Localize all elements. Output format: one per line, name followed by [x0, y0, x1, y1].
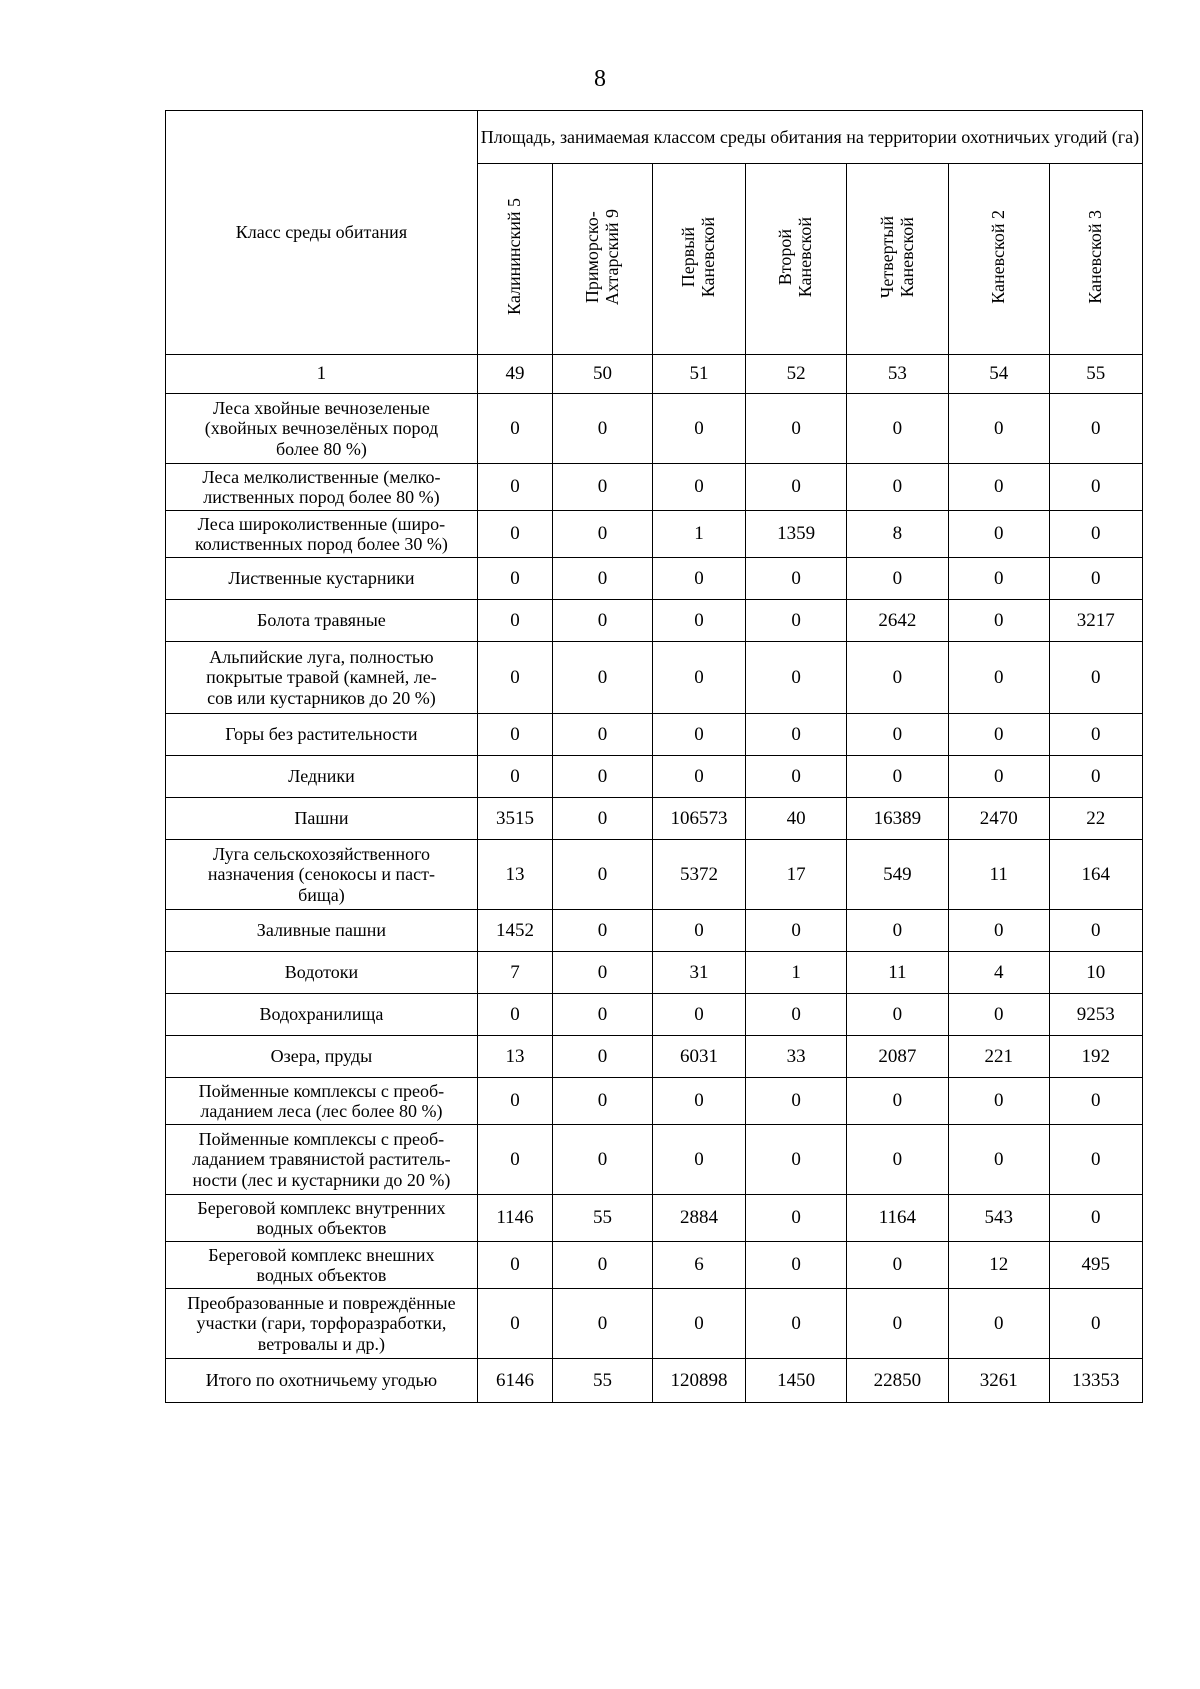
area-value: 12 — [948, 1242, 1049, 1289]
area-value: 13 — [477, 840, 552, 910]
area-value: 0 — [948, 558, 1049, 600]
table-row — [166, 910, 1143, 952]
area-value: 0 — [477, 642, 552, 714]
habitat-class-label: Леса хвойные вечнозеленые (хвойных вечнозелёных пород более 80 %) — [166, 394, 478, 464]
area-value: 0 — [1049, 714, 1142, 756]
area-value: 13 — [477, 1036, 552, 1078]
area-value: 0 — [652, 600, 745, 642]
area-value: 2087 — [846, 1036, 948, 1078]
area-value: 2884 — [652, 1195, 745, 1242]
area-value: 0 — [1049, 394, 1142, 464]
area-value: 192 — [1049, 1036, 1142, 1078]
column-header-label: Каневской 3 — [1084, 210, 1105, 304]
area-value: 0 — [477, 714, 552, 756]
area-value: 0 — [948, 464, 1049, 511]
area-value: 543 — [948, 1195, 1049, 1242]
table-row — [166, 1195, 1143, 1242]
area-value: 0 — [1049, 642, 1142, 714]
area-value: 0 — [553, 798, 653, 840]
table-row — [166, 798, 1143, 840]
area-value: 22 — [1049, 798, 1142, 840]
area-value: 1452 — [477, 910, 552, 952]
area-value: 17 — [746, 840, 847, 910]
area-value: 0 — [553, 756, 653, 798]
area-value: 0 — [652, 464, 745, 511]
area-value: 0 — [846, 1125, 948, 1195]
area-value: 0 — [477, 1078, 552, 1125]
area-value: 0 — [652, 642, 745, 714]
area-value: 0 — [553, 952, 653, 994]
area-value: 0 — [477, 1289, 552, 1359]
area-value: 0 — [846, 1289, 948, 1359]
column-header-label: Приморско- Ахтарский 9 — [581, 208, 622, 305]
area-value: 0 — [746, 1078, 847, 1125]
column-header — [477, 164, 552, 355]
area-value: 0 — [477, 464, 552, 511]
area-value: 0 — [846, 994, 948, 1036]
column-numbering-row — [166, 355, 1143, 394]
area-value: 0 — [553, 714, 653, 756]
column-header-label: Калининский 5 — [504, 198, 525, 316]
column-header — [553, 164, 653, 355]
area-value: 0 — [652, 910, 745, 952]
total-value: 22850 — [846, 1359, 948, 1403]
area-value: 7 — [477, 952, 552, 994]
area-value: 11 — [948, 840, 1049, 910]
area-value: 0 — [553, 994, 653, 1036]
area-value: 0 — [652, 994, 745, 1036]
habitat-class-label: Леса мелколиственные (мелко- лиственных пород более 80 %) — [166, 464, 478, 511]
area-value: 0 — [746, 1242, 847, 1289]
area-value: 0 — [746, 756, 847, 798]
area-value: 0 — [746, 642, 847, 714]
column-number: 49 — [477, 355, 552, 394]
area-value: 549 — [846, 840, 948, 910]
column-header — [846, 164, 948, 355]
column-number: 52 — [746, 355, 847, 394]
area-value: 221 — [948, 1036, 1049, 1078]
area-value: 0 — [948, 511, 1049, 558]
habitat-class-label: Горы без растительности — [166, 714, 478, 756]
habitat-area-table — [165, 110, 1143, 1403]
area-value: 1359 — [746, 511, 847, 558]
table-row — [166, 994, 1143, 1036]
area-value: 8 — [846, 511, 948, 558]
area-value: 0 — [948, 642, 1049, 714]
area-value: 0 — [553, 840, 653, 910]
area-value: 31 — [652, 952, 745, 994]
area-value: 0 — [1049, 464, 1142, 511]
total-row — [166, 1359, 1143, 1403]
column-header — [746, 164, 847, 355]
area-value: 0 — [746, 558, 847, 600]
table-row — [166, 642, 1143, 714]
area-value: 1 — [746, 952, 847, 994]
area-value: 0 — [846, 558, 948, 600]
area-value: 0 — [553, 910, 653, 952]
area-value: 0 — [1049, 558, 1142, 600]
area-value: 0 — [652, 714, 745, 756]
total-value: 6146 — [477, 1359, 552, 1403]
habitat-class-label: Озера, пруды — [166, 1036, 478, 1078]
area-value: 10 — [1049, 952, 1142, 994]
area-value: 0 — [1049, 756, 1142, 798]
area-value: 0 — [746, 1289, 847, 1359]
area-value: 16389 — [846, 798, 948, 840]
area-value: 0 — [1049, 1078, 1142, 1125]
area-value: 495 — [1049, 1242, 1142, 1289]
table-row — [166, 1125, 1143, 1195]
habitat-class-label: Преобразованные и повреждённые участки (гари, торфоразработки, ветровалы и др.) — [166, 1289, 478, 1359]
habitat-class-label: Пойменные комплексы с преоб- ладанием леса (лес более 80 %) — [166, 1078, 478, 1125]
table-row — [166, 1078, 1143, 1125]
table-row — [166, 840, 1143, 910]
habitat-class-label: Заливные пашни — [166, 910, 478, 952]
area-column-group-header: Площадь, занимаемая классом среды обитания на территории охотничьих угодий (га) — [477, 111, 1142, 164]
area-value: 0 — [746, 910, 847, 952]
area-value: 0 — [746, 1125, 847, 1195]
area-value: 0 — [746, 600, 847, 642]
area-value: 5372 — [652, 840, 745, 910]
table-row — [166, 756, 1143, 798]
area-value: 0 — [553, 1289, 653, 1359]
area-value: 0 — [477, 1125, 552, 1195]
habitat-class-label: Водотоки — [166, 952, 478, 994]
total-value: 120898 — [652, 1359, 745, 1403]
area-value: 0 — [477, 756, 552, 798]
table-row — [166, 558, 1143, 600]
area-value: 0 — [1049, 1289, 1142, 1359]
area-value: 0 — [846, 756, 948, 798]
column-number: 50 — [553, 355, 653, 394]
total-value: 1450 — [746, 1359, 847, 1403]
area-value: 0 — [1049, 910, 1142, 952]
table-row — [166, 952, 1143, 994]
habitat-class-label: Лиственные кустарники — [166, 558, 478, 600]
table-row — [166, 1036, 1143, 1078]
area-value: 0 — [948, 394, 1049, 464]
habitat-class-label: Ледники — [166, 756, 478, 798]
area-value: 6031 — [652, 1036, 745, 1078]
area-value: 9253 — [1049, 994, 1142, 1036]
area-value: 11 — [846, 952, 948, 994]
class-column-header: Класс среды обитания — [166, 111, 478, 355]
total-value: 13353 — [1049, 1359, 1142, 1403]
habitat-class-label: Болота травяные — [166, 600, 478, 642]
area-value: 0 — [553, 642, 653, 714]
area-value: 6 — [652, 1242, 745, 1289]
area-value: 1164 — [846, 1195, 948, 1242]
table-row — [166, 394, 1143, 464]
area-value: 0 — [652, 394, 745, 464]
column-header — [1049, 164, 1142, 355]
column-number: 53 — [846, 355, 948, 394]
habitat-class-label: Водохранилища — [166, 994, 478, 1036]
column-header — [948, 164, 1049, 355]
area-value: 0 — [746, 714, 847, 756]
area-value: 0 — [553, 394, 653, 464]
column-header-label: Первый Каневской — [678, 216, 719, 298]
column-header-label: Четвертый Каневской — [876, 215, 917, 299]
total-value: 3261 — [948, 1359, 1049, 1403]
area-value: 0 — [948, 1125, 1049, 1195]
area-value: 0 — [553, 1125, 653, 1195]
table-row — [166, 464, 1143, 511]
area-value: 3217 — [1049, 600, 1142, 642]
table-row — [166, 714, 1143, 756]
area-value: 106573 — [652, 798, 745, 840]
area-value: 0 — [846, 642, 948, 714]
area-value: 0 — [948, 600, 1049, 642]
table-body — [166, 355, 1143, 1403]
area-value: 0 — [652, 1078, 745, 1125]
area-value: 0 — [553, 464, 653, 511]
area-value: 0 — [477, 394, 552, 464]
area-value: 0 — [948, 1289, 1049, 1359]
table-row — [166, 511, 1143, 558]
table-row — [166, 1289, 1143, 1359]
area-value: 0 — [553, 511, 653, 558]
area-value: 0 — [1049, 511, 1142, 558]
area-value: 0 — [553, 1242, 653, 1289]
area-value: 0 — [553, 558, 653, 600]
total-value: 55 — [553, 1359, 653, 1403]
habitat-class-label: Луга сельскохозяйственного назначения (сенокосы и паст- бища) — [166, 840, 478, 910]
area-value: 0 — [477, 994, 552, 1036]
area-value: 0 — [553, 1036, 653, 1078]
total-label: Итого по охотничьему угодью — [166, 1359, 478, 1403]
area-value: 0 — [746, 394, 847, 464]
area-value: 2642 — [846, 600, 948, 642]
area-value: 0 — [746, 1195, 847, 1242]
area-value: 1 — [652, 511, 745, 558]
area-value: 0 — [652, 1289, 745, 1359]
area-value: 0 — [948, 1078, 1049, 1125]
area-value: 33 — [746, 1036, 847, 1078]
habitat-class-label: Береговой комплекс внешних водных объектов — [166, 1242, 478, 1289]
column-header — [652, 164, 745, 355]
area-value: 1146 — [477, 1195, 552, 1242]
area-value: 0 — [1049, 1125, 1142, 1195]
area-value: 55 — [553, 1195, 653, 1242]
area-value: 4 — [948, 952, 1049, 994]
area-value: 0 — [477, 558, 552, 600]
area-value: 0 — [948, 994, 1049, 1036]
area-value: 0 — [477, 1242, 552, 1289]
area-value: 0 — [746, 464, 847, 511]
area-value: 0 — [846, 1078, 948, 1125]
area-value: 0 — [652, 756, 745, 798]
column-number: 54 — [948, 355, 1049, 394]
area-value: 0 — [652, 558, 745, 600]
area-value: 0 — [846, 910, 948, 952]
table-row — [166, 1242, 1143, 1289]
area-value: 2470 — [948, 798, 1049, 840]
area-value: 0 — [948, 756, 1049, 798]
area-value: 0 — [1049, 1195, 1142, 1242]
column-header-label: Второй Каневской — [775, 216, 816, 298]
area-value: 164 — [1049, 840, 1142, 910]
area-value: 0 — [477, 600, 552, 642]
area-value: 0 — [948, 910, 1049, 952]
area-value: 0 — [553, 600, 653, 642]
page-number: 8 — [594, 66, 606, 92]
area-value: 0 — [553, 1078, 653, 1125]
habitat-class-label: Пашни — [166, 798, 478, 840]
area-value: 0 — [846, 714, 948, 756]
area-value: 40 — [746, 798, 847, 840]
column-number: 55 — [1049, 355, 1142, 394]
habitat-class-label: Береговой комплекс внутренних водных объектов — [166, 1195, 478, 1242]
area-value: 0 — [746, 994, 847, 1036]
area-value: 0 — [846, 394, 948, 464]
habitat-class-label: Альпийские луга, полностью покрытые травой (камней, ле- сов или кустарников до 20 %) — [166, 642, 478, 714]
area-value: 0 — [846, 1242, 948, 1289]
area-value: 0 — [846, 464, 948, 511]
table-row — [166, 600, 1143, 642]
habitat-class-label: Пойменные комплексы с преоб- ладанием травянистой раститель- ности (лес и кустарники до 20 %) — [166, 1125, 478, 1195]
area-value: 0 — [652, 1125, 745, 1195]
area-value: 3515 — [477, 798, 552, 840]
habitat-class-label: Леса широколиственные (широ- колиственных пород более 30 %) — [166, 511, 478, 558]
area-value: 0 — [948, 714, 1049, 756]
column-number: 1 — [166, 355, 478, 394]
column-header-label: Каневской 2 — [987, 210, 1008, 304]
column-number: 51 — [652, 355, 745, 394]
area-value: 0 — [477, 511, 552, 558]
